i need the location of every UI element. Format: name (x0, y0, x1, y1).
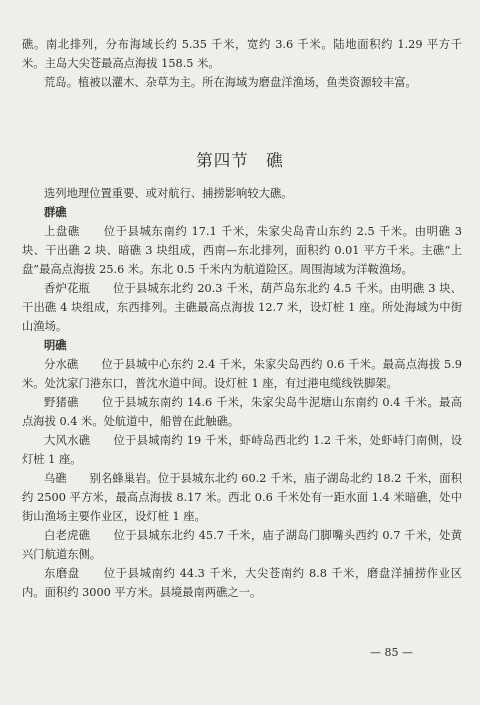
group-heading-mingjiao: 明礁 (44, 339, 67, 352)
entry-dafengshuijiao: 大风水礁 位于县城南约 19 千米，虾峙岛西北约 1.2 千米，处虾峙门南侧，设灯桩 1 座。 (22, 434, 462, 466)
intro-paragraph-2: 荒岛。植被以灌木、杂草为主。所在海域为磨盘洋渔场，鱼类资源较丰富。 (44, 76, 417, 89)
entry-dongmopan: 东磨盘 位于县城南约 44.3 千米，大尖苍南约 8.8 千米，磨盘洋捕捞作业区内。面积约 3000 平方米。县境最南两礁之一。 (22, 567, 462, 599)
section-intro: 选列地理位置重要、或对航行、捕捞影响较大礁。 (44, 187, 293, 200)
page-number: — 85 — (370, 646, 413, 659)
intro-block (22, 35, 462, 92)
entry-xianglu-huaping: 香炉花瓶 位于县城东北约 20.3 千米，葫芦岛东北约 4.5 千米。由明礁 3 块、干出礁 4 块组成，东西排列。主礁最高点海拔 12.7 米，设灯桩 1 座。所处海域为中街山渔场。 (22, 282, 462, 333)
intro-paragraph-1: 礁。南北排列，分布海域长约 5.35 千米，宽约 3.6 千米。陆地面积约 1.29 平方千米。主岛大尖苍最高点海拔 158.5 米。 (22, 38, 462, 70)
entry-shangpanjiao: 上盘礁 位于县城东南约 17.1 千米，朱家尖岛青山东约 2.5 千米。由明礁 3 块、干出礁 2 块、暗礁 3 块组成，西南—东北排列，面积约 0.01 平方千米。主礁“上盘”最高点海拔 25.6 米。东北 0.5 千米内为航道险区。周围海域为洋鞍渔场。 (22, 225, 462, 276)
entry-wujiao: 乌礁 别名蜂巢岩。位于县城东北约 60.2 千米，庙子湖岛北约 18.2 千米，面积约 2500 平方米，最高点海拔 8.17 米。西北 0.6 千米处有一距水面 1.4 米暗礁，处中街山渔场主要作业区，设灯桩 1 座。 (22, 472, 462, 523)
entry-fenshuijiao: 分水礁 位于县城中心东约 2.4 千米，朱家尖岛西约 0.6 千米。最高点海拔 5.9 米。处沈家门港东口，普沈水道中间。设灯桩 1 座，有过港电缆线铁脚架。 (22, 358, 462, 390)
section-title: 第四节 礁 (196, 151, 284, 170)
group-heading-qunjiao: 群礁 (44, 206, 67, 219)
entry-bailaohujiao: 白老虎礁 位于县城东北约 45.7 千米，庙子湖岛门脚嘴头西约 0.7 千米，处黄兴门航道东侧。 (22, 529, 462, 561)
section-body (22, 184, 462, 602)
entry-yezhujiao: 野猪礁 位于县城东南约 14.6 千米，朱家尖岛牛泥塘山东南约 0.4 千米。最高点海拔 0.4 米。处航道中，船曾在此触礁。 (22, 396, 462, 428)
